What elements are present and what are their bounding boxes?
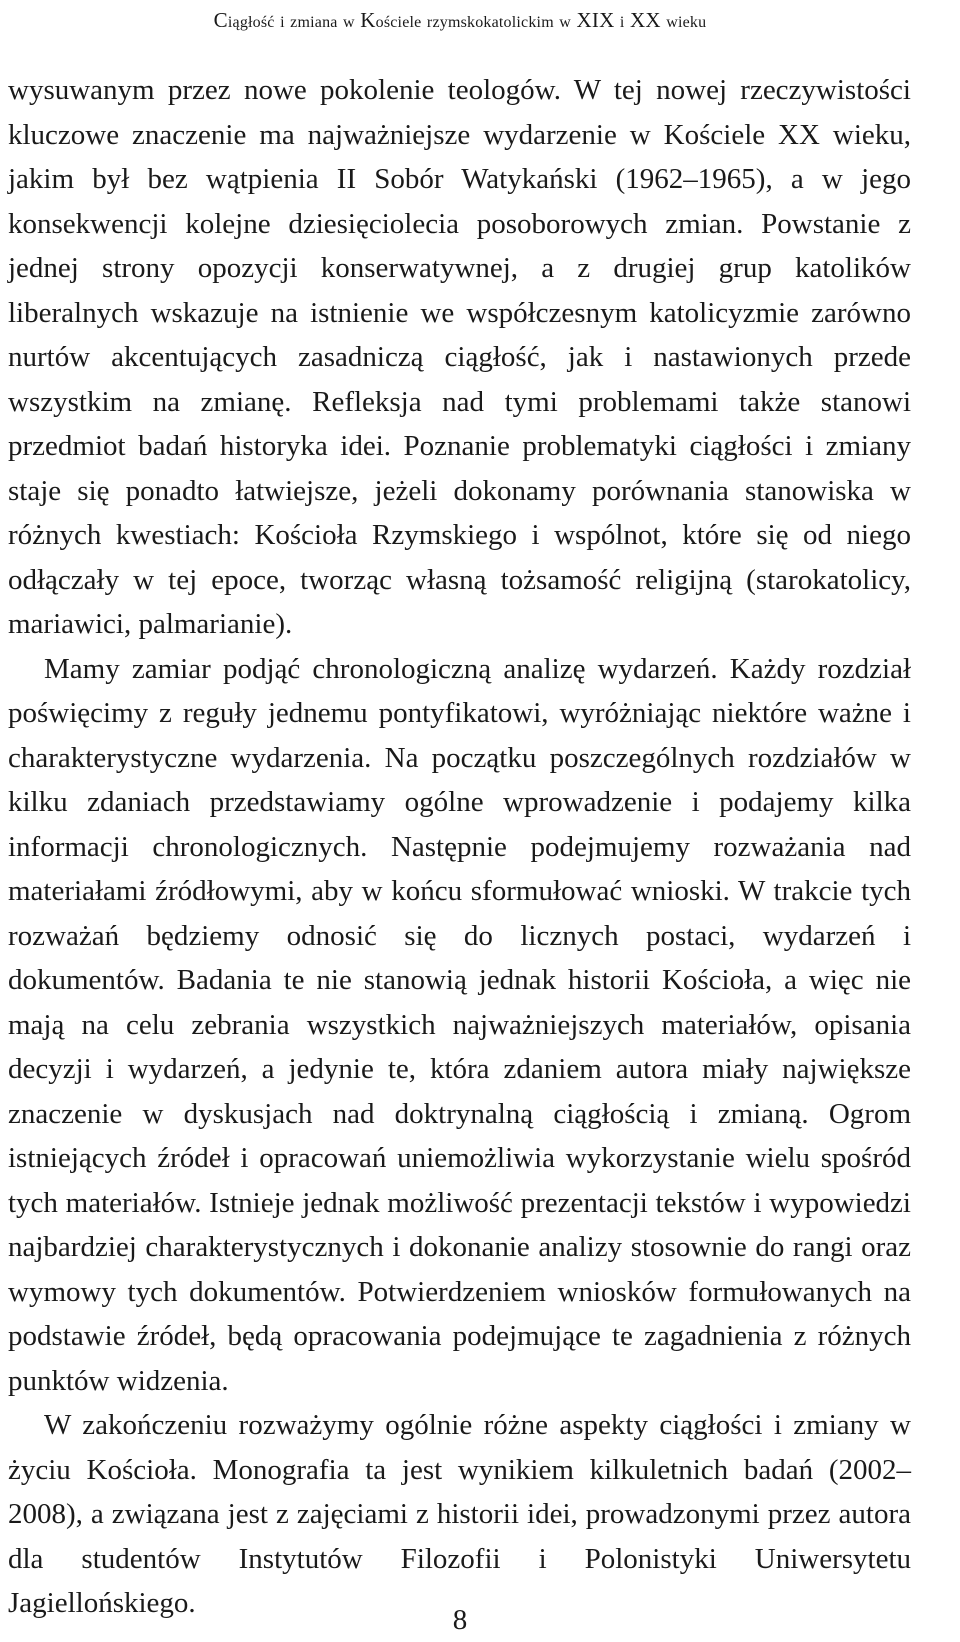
paragraph-1: wysuwanym przez nowe pokolenie teologów. W tej nowej rzeczywistości kluczowe znaczenie ma najważniejsze wydarzenie w Kościele XX wieku, jakim był bez wątpienia II Sobór Watykański (1962–1965), a w jego konsekwencji kolejne dziesięciolecia posoborowych zmian. Powstanie z jednej strony opozycji konserwatywnej, a z drugiej grup katolików liberalnych wskazuje na istnienie we współczesnym katolicyzmie zarówno nurtów akcentujących zasadniczą ciągłość, jak i nastawionych przede wszystkim na zmianę. Refleksja nad tymi problemami także stanowi przedmiot badań historyka idei. Poznanie problematyki ciągłości i zmiany staje się ponadto łatwiejsze, jeżeli dokonamy porównania stanowiska w różnych kwestiach: Kościoła Rzymskiego i wspólnot, które się od niego odłączały w tej epoce, tworząc własną tożsamość religijną (starokatolicy, mariawici, palmarianie). — [8, 74, 911, 640]
paragraph-2: Mamy zamiar podjąć chronologiczną analizę wydarzeń. Każdy rozdział poświęcimy z reguły jednemu pontyfikatowi, wyróżniając niektóre ważne i charakterystyczne wydarzenia. Na początku poszczególnych rozdziałów w kilku zdaniach przedstawiamy ogólne wprowadzenie i podajemy kilka informacji chronologicznych. Następnie podejmujemy rozważania nad materiałami źródłowymi, aby w końcu sformułować wnioski. W trakcie tych rozważań będziemy odnosić się do licznych postaci, wydarzeń i dokumentów. Badania te nie stanowią jednak historii Kościoła, a więc nie mają na celu zebrania wszystkich najważniejszych materiałów, opisania decyzji i wydarzeń, a jedynie te, która zdaniem autora miały największe znaczenie w dyskusjach nad doktrynalną ciągłością i zmianą. Ogrom istniejących źródeł i opracowań uniemożliwia wykorzystanie wielu spośród tych materiałów. Istnieje jednak możliwość prezentacji tekstów i wypowiedzi najbardziej charakterystycznych i dokonanie analizy stosownie do rangi oraz wymowy tych dokumentów. Potwierdzeniem wniosków formułowanych na podstawie źródeł, będą opracowania podejmujące te zagadnienia z różnych punktów widzenia. — [8, 652, 911, 1397]
paragraph-3: W zakończeniu rozważymy ogólnie różne aspekty ciągłości i zmiany w życiu Kościoła. Monografia ta jest wynikiem kilkuletnich badań (2002–2008), a związana jest z zajęciami z historii idei, prowadzonymi przez autora dla studentów Instytutów Filozofii i Polonistyki Uniwersytetu Jagiellońskiego. — [8, 1409, 911, 1619]
running-head — [0, 8, 920, 33]
body-text — [8, 68, 911, 1626]
running-head-text: Ciągłość i zmiana w Kościele rzymskokatolickim w XIX i XX wieku — [213, 8, 707, 32]
page-number: 8 — [452, 1604, 468, 1636]
